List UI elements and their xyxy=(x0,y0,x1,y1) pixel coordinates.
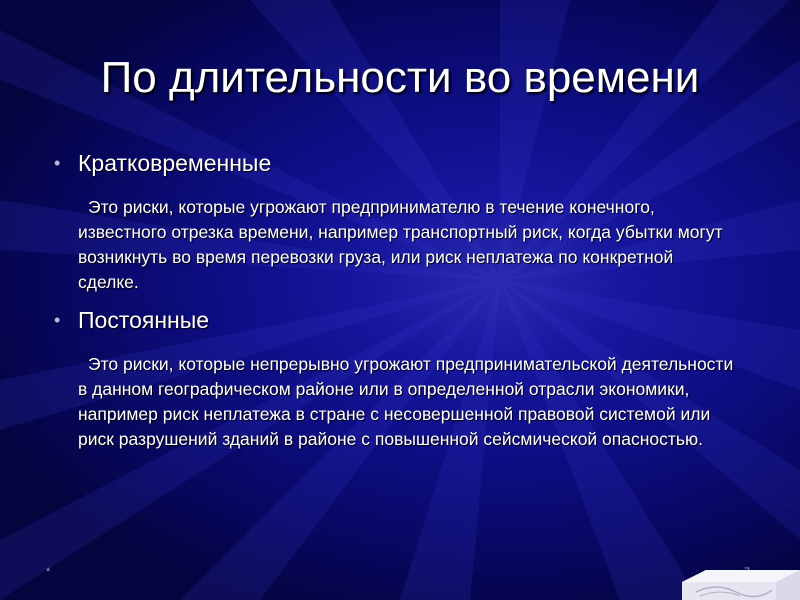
bullet-permanent xyxy=(52,305,752,335)
footer-mark: * xyxy=(46,566,51,578)
bullet-icon: • xyxy=(54,153,61,173)
slide-content xyxy=(52,148,752,462)
bullet-icon: • xyxy=(54,310,61,330)
slide-title: По длительности во времени xyxy=(100,53,700,102)
bullet-heading: Постоянные xyxy=(78,307,210,333)
bullet-description: Это риски, которые непрерывно угрожают предпринимательской деятельности в данном географическом районе или в определенной отрасли экономики, например риск неплатежа в стране с несовершенной правовой системой или риск разрушений зданий в районе с повышенной сейсмической опасностью. xyxy=(78,354,734,449)
cube-decoration-icon xyxy=(676,568,800,600)
bullet-description: Это риски, которые угрожают предпринимателю в течение конечного, известного отрезка времени, например транспортный риск, когда убытки могут возникнуть во время перевозки груза, или риск неплатежа по конкретной сделке. xyxy=(78,197,723,292)
bullet-heading: Кратковременные xyxy=(78,150,272,176)
bullet-short-term xyxy=(52,148,752,178)
